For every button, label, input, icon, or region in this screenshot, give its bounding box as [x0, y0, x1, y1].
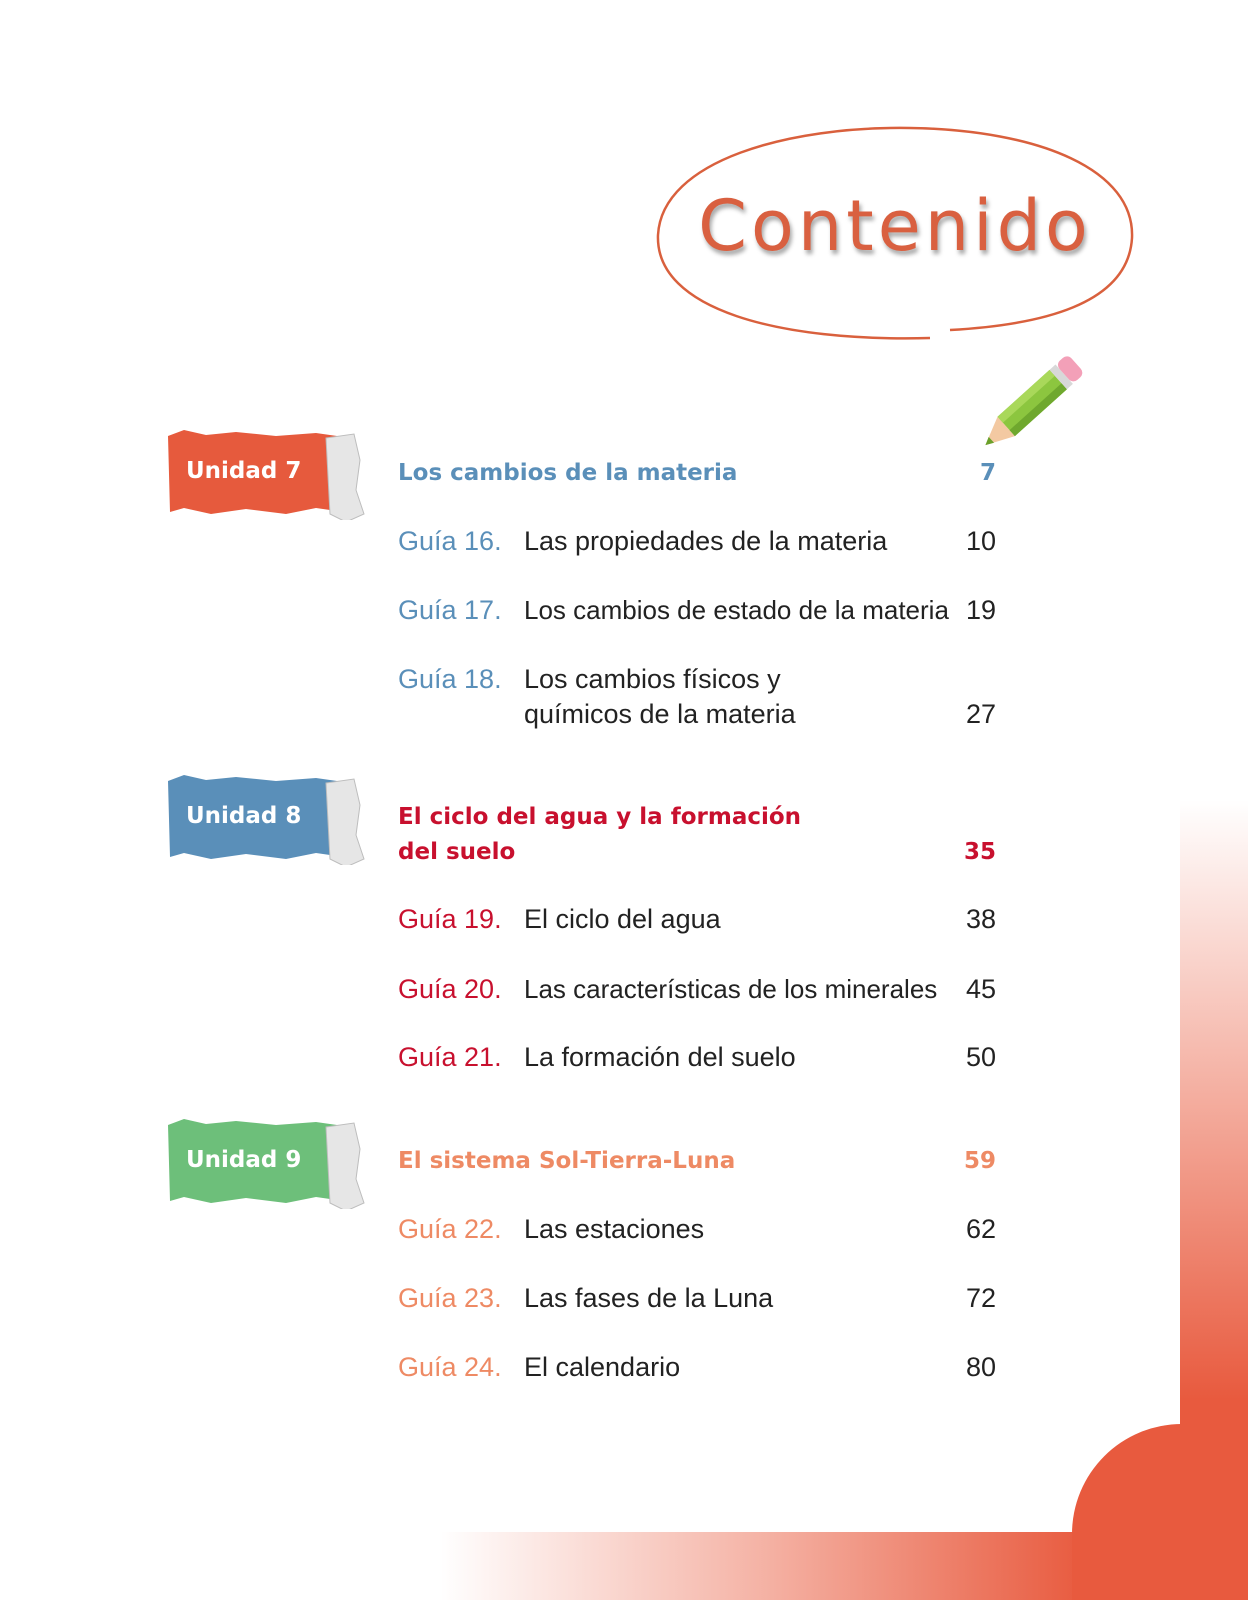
guide-page-number: 19 — [965, 595, 996, 625]
guide-label: Guía 23. — [398, 1283, 502, 1313]
unit-tag-label: Unidad 9 — [186, 1147, 302, 1173]
page-title: Contenido — [698, 185, 1092, 267]
guide-page-number: 45 — [965, 974, 996, 1004]
unit-page-number: 35 — [963, 839, 996, 865]
guide-title: Los cambios físicos y químicos de la materia — [524, 664, 796, 729]
unit-tag-8 — [166, 775, 376, 865]
guide-title: El calendario — [524, 1352, 681, 1382]
guide-page-number: 80 — [965, 1352, 996, 1382]
toc-entry-guia-17[interactable] — [398, 593, 996, 629]
guide-label: Guía 18. — [398, 664, 502, 694]
toc-entry-guia-18[interactable] — [398, 662, 996, 734]
unit-page-number: 59 — [963, 1148, 996, 1174]
unit-tag-9 — [166, 1119, 376, 1209]
guide-title: Las características de los minerales — [524, 974, 938, 1004]
guide-page-number: 72 — [965, 1283, 996, 1313]
guide-title: Las fases de la Luna — [524, 1283, 774, 1313]
guide-label: Guía 22. — [398, 1214, 502, 1244]
guide-page-number: 10 — [965, 526, 996, 556]
guide-title: Los cambios de estado de la materia — [524, 595, 949, 625]
unit-heading-8[interactable] — [398, 800, 996, 872]
unit-title: Los cambios de la materia — [398, 460, 738, 486]
unit-heading-7[interactable] — [398, 456, 996, 492]
guide-page-number: 27 — [965, 699, 996, 729]
unit-title: El ciclo del agua y la formación del suelo — [398, 804, 802, 865]
unit-tag-label: Unidad 8 — [186, 803, 302, 829]
guide-title: Las estaciones — [524, 1214, 705, 1244]
guide-label: Guía 19. — [398, 904, 502, 934]
guide-title: La formación del suelo — [524, 1042, 796, 1072]
guide-page-number: 50 — [965, 1042, 996, 1072]
toc-entry-guia-23[interactable] — [398, 1281, 996, 1317]
guide-label: Guía 21. — [398, 1042, 502, 1072]
guide-page-number: 62 — [965, 1214, 996, 1244]
toc-entry-guia-16[interactable] — [398, 524, 996, 560]
toc-entry-guia-20[interactable] — [398, 972, 996, 1008]
unit-tag-7 — [166, 430, 376, 520]
decorative-corner — [1072, 1424, 1248, 1600]
toc-entry-guia-21[interactable] — [398, 1040, 996, 1076]
unit-tag-label: Unidad 7 — [186, 458, 302, 484]
guide-title: Las propiedades de la materia — [524, 526, 888, 556]
unit-title: El sistema Sol-Tierra-Luna — [398, 1148, 736, 1174]
guide-label: Guía 24. — [398, 1352, 502, 1382]
unit-page-number: 7 — [979, 460, 996, 486]
guide-title: El ciclo del agua — [524, 904, 721, 934]
guide-label: Guía 17. — [398, 595, 502, 625]
guide-label: Guía 16. — [398, 526, 502, 556]
toc-entry-guia-22[interactable] — [398, 1212, 996, 1248]
guide-page-number: 38 — [965, 904, 996, 934]
unit-heading-9[interactable] — [398, 1144, 996, 1180]
toc-entry-guia-19[interactable] — [398, 902, 996, 938]
toc-entry-guia-24[interactable] — [398, 1350, 996, 1386]
guide-label: Guía 20. — [398, 974, 502, 1004]
